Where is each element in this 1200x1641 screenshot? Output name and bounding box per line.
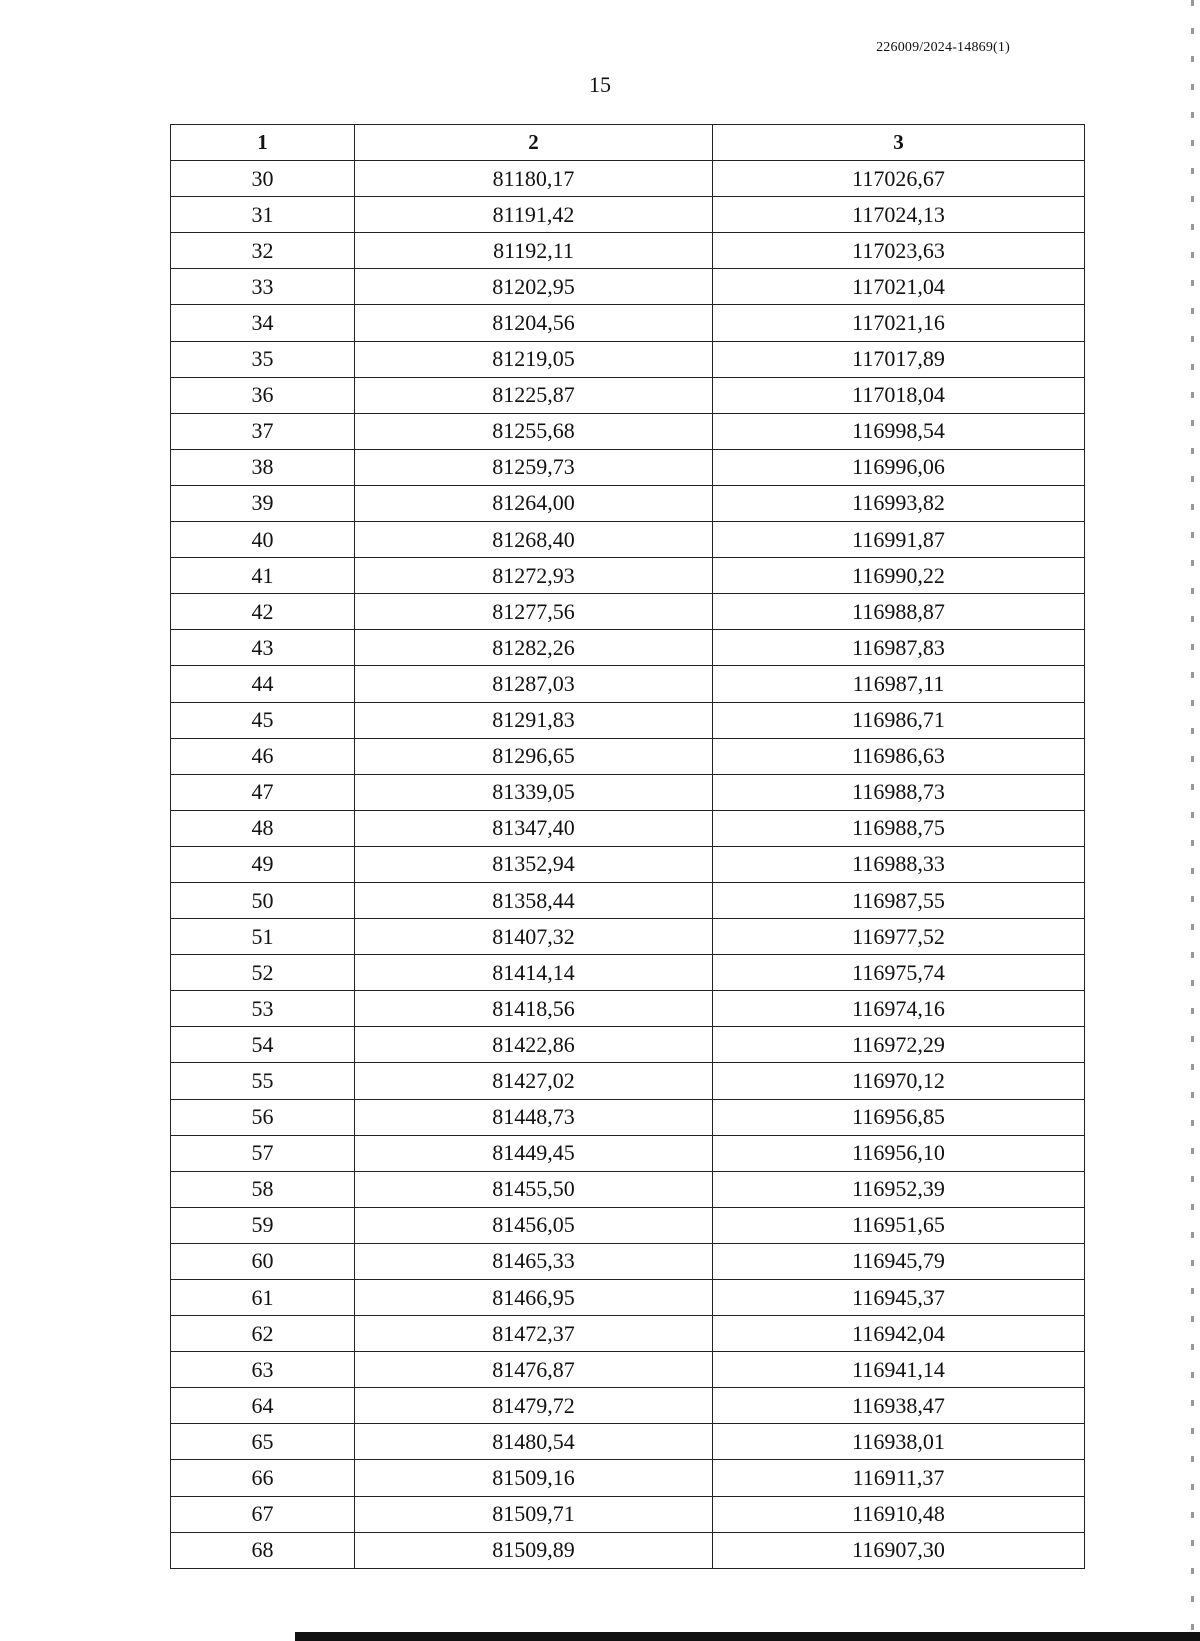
coordinate-x-cell: 81407,32 xyxy=(355,919,713,955)
point-number-cell: 58 xyxy=(171,1171,355,1207)
table-row xyxy=(171,485,1085,521)
table-row xyxy=(171,233,1085,269)
table-row xyxy=(171,341,1085,377)
coordinate-x-cell: 81479,72 xyxy=(355,1388,713,1424)
coordinate-x-cell: 81509,16 xyxy=(355,1460,713,1496)
coordinate-x-cell: 81282,26 xyxy=(355,630,713,666)
table-row xyxy=(171,1135,1085,1171)
coordinate-x-cell: 81414,14 xyxy=(355,955,713,991)
table-row xyxy=(171,269,1085,305)
table-row xyxy=(171,846,1085,882)
coordinate-y-cell: 116988,33 xyxy=(713,846,1085,882)
coordinate-x-cell: 81509,71 xyxy=(355,1496,713,1532)
table-header-row xyxy=(171,125,1085,161)
point-number-cell: 32 xyxy=(171,233,355,269)
table-row xyxy=(171,594,1085,630)
coordinate-y-cell: 116987,11 xyxy=(713,666,1085,702)
table-row xyxy=(171,1099,1085,1135)
table-row xyxy=(171,449,1085,485)
coordinate-x-cell: 81180,17 xyxy=(355,161,713,197)
point-number-cell: 40 xyxy=(171,522,355,558)
table-row xyxy=(171,1171,1085,1207)
scan-edge-marks xyxy=(1191,0,1194,1641)
coordinate-x-cell: 81449,45 xyxy=(355,1135,713,1171)
table-row xyxy=(171,919,1085,955)
coordinate-y-cell: 116988,73 xyxy=(713,774,1085,810)
point-number-cell: 66 xyxy=(171,1460,355,1496)
point-number-cell: 43 xyxy=(171,630,355,666)
coordinate-x-cell: 81272,93 xyxy=(355,558,713,594)
coordinate-y-cell: 117018,04 xyxy=(713,377,1085,413)
table-row xyxy=(171,161,1085,197)
table-row xyxy=(171,1496,1085,1532)
scan-bottom-bar xyxy=(295,1632,1200,1641)
coordinate-y-cell: 116988,87 xyxy=(713,594,1085,630)
table-body xyxy=(171,161,1085,1569)
coordinate-y-cell: 116998,54 xyxy=(713,413,1085,449)
coordinate-y-cell: 116941,14 xyxy=(713,1352,1085,1388)
point-number-cell: 38 xyxy=(171,449,355,485)
coordinate-y-cell: 116977,52 xyxy=(713,919,1085,955)
coordinate-y-cell: 116945,37 xyxy=(713,1280,1085,1316)
coordinate-y-cell: 116970,12 xyxy=(713,1063,1085,1099)
table-row xyxy=(171,1207,1085,1243)
coordinate-y-cell: 116996,06 xyxy=(713,449,1085,485)
table-row xyxy=(171,810,1085,846)
column-header-2: 2 xyxy=(355,125,713,161)
coordinate-y-cell: 116911,37 xyxy=(713,1460,1085,1496)
point-number-cell: 67 xyxy=(171,1496,355,1532)
coordinate-y-cell: 116990,22 xyxy=(713,558,1085,594)
point-number-cell: 53 xyxy=(171,991,355,1027)
coordinate-x-cell: 81192,11 xyxy=(355,233,713,269)
coordinate-x-cell: 81509,89 xyxy=(355,1532,713,1568)
point-number-cell: 55 xyxy=(171,1063,355,1099)
table-row xyxy=(171,1316,1085,1352)
point-number-cell: 63 xyxy=(171,1352,355,1388)
point-number-cell: 65 xyxy=(171,1424,355,1460)
point-number-cell: 52 xyxy=(171,955,355,991)
coordinates-table-container xyxy=(170,124,1084,1569)
point-number-cell: 62 xyxy=(171,1316,355,1352)
point-number-cell: 50 xyxy=(171,882,355,918)
point-number-cell: 47 xyxy=(171,774,355,810)
point-number-cell: 36 xyxy=(171,377,355,413)
coordinate-y-cell: 116956,85 xyxy=(713,1099,1085,1135)
table-row xyxy=(171,955,1085,991)
table-row xyxy=(171,702,1085,738)
point-number-cell: 57 xyxy=(171,1135,355,1171)
table-row xyxy=(171,630,1085,666)
coordinate-y-cell: 117021,16 xyxy=(713,305,1085,341)
table-row xyxy=(171,197,1085,233)
coordinate-y-cell: 116991,87 xyxy=(713,522,1085,558)
coordinate-x-cell: 81277,56 xyxy=(355,594,713,630)
coordinate-y-cell: 116938,47 xyxy=(713,1388,1085,1424)
coordinate-y-cell: 117026,67 xyxy=(713,161,1085,197)
point-number-cell: 61 xyxy=(171,1280,355,1316)
table-row xyxy=(171,1027,1085,1063)
coordinate-y-cell: 116993,82 xyxy=(713,485,1085,521)
point-number-cell: 39 xyxy=(171,485,355,521)
table-row xyxy=(171,991,1085,1027)
coordinate-x-cell: 81191,42 xyxy=(355,197,713,233)
coordinate-x-cell: 81225,87 xyxy=(355,377,713,413)
table-row xyxy=(171,1460,1085,1496)
coordinate-y-cell: 116942,04 xyxy=(713,1316,1085,1352)
document-number: 226009/2024-14869(1) xyxy=(876,40,1010,55)
point-number-cell: 56 xyxy=(171,1099,355,1135)
table-row xyxy=(171,738,1085,774)
table-row xyxy=(171,522,1085,558)
coordinate-x-cell: 81422,86 xyxy=(355,1027,713,1063)
coordinates-table xyxy=(170,124,1085,1569)
point-number-cell: 42 xyxy=(171,594,355,630)
coordinate-x-cell: 81352,94 xyxy=(355,846,713,882)
point-number-cell: 44 xyxy=(171,666,355,702)
point-number-cell: 64 xyxy=(171,1388,355,1424)
coordinate-x-cell: 81339,05 xyxy=(355,774,713,810)
point-number-cell: 45 xyxy=(171,702,355,738)
point-number-cell: 34 xyxy=(171,305,355,341)
coordinate-y-cell: 116987,83 xyxy=(713,630,1085,666)
coordinate-x-cell: 81347,40 xyxy=(355,810,713,846)
coordinate-y-cell: 116951,65 xyxy=(713,1207,1085,1243)
point-number-cell: 68 xyxy=(171,1532,355,1568)
coordinate-x-cell: 81287,03 xyxy=(355,666,713,702)
point-number-cell: 51 xyxy=(171,919,355,955)
coordinate-y-cell: 116987,55 xyxy=(713,882,1085,918)
coordinate-y-cell: 116986,71 xyxy=(713,702,1085,738)
table-row xyxy=(171,377,1085,413)
column-header-3: 3 xyxy=(713,125,1085,161)
point-number-cell: 37 xyxy=(171,413,355,449)
table-row xyxy=(171,774,1085,810)
coordinate-y-cell: 116975,74 xyxy=(713,955,1085,991)
coordinate-x-cell: 81456,05 xyxy=(355,1207,713,1243)
table-row xyxy=(171,1063,1085,1099)
coordinate-x-cell: 81259,73 xyxy=(355,449,713,485)
coordinate-x-cell: 81480,54 xyxy=(355,1424,713,1460)
coordinate-x-cell: 81268,40 xyxy=(355,522,713,558)
coordinate-x-cell: 81427,02 xyxy=(355,1063,713,1099)
coordinate-y-cell: 116956,10 xyxy=(713,1135,1085,1171)
table-row xyxy=(171,558,1085,594)
page-number: 15 xyxy=(589,72,611,97)
coordinate-y-cell: 117021,04 xyxy=(713,269,1085,305)
coordinate-x-cell: 81465,33 xyxy=(355,1243,713,1279)
table-row xyxy=(171,1424,1085,1460)
table-row xyxy=(171,1243,1085,1279)
point-number-cell: 54 xyxy=(171,1027,355,1063)
table-row xyxy=(171,1532,1085,1568)
coordinate-x-cell: 81455,50 xyxy=(355,1171,713,1207)
coordinate-y-cell: 116972,29 xyxy=(713,1027,1085,1063)
coordinate-y-cell: 116938,01 xyxy=(713,1424,1085,1460)
point-number-cell: 33 xyxy=(171,269,355,305)
coordinate-y-cell: 116945,79 xyxy=(713,1243,1085,1279)
point-number-cell: 49 xyxy=(171,846,355,882)
coordinate-x-cell: 81264,00 xyxy=(355,485,713,521)
point-number-cell: 30 xyxy=(171,161,355,197)
coordinate-y-cell: 117017,89 xyxy=(713,341,1085,377)
table-row xyxy=(171,882,1085,918)
point-number-cell: 60 xyxy=(171,1243,355,1279)
table-header xyxy=(171,125,1085,161)
coordinate-x-cell: 81219,05 xyxy=(355,341,713,377)
point-number-cell: 41 xyxy=(171,558,355,594)
table-row xyxy=(171,305,1085,341)
coordinate-x-cell: 81358,44 xyxy=(355,882,713,918)
coordinate-x-cell: 81291,83 xyxy=(355,702,713,738)
coordinate-y-cell: 116986,63 xyxy=(713,738,1085,774)
coordinate-x-cell: 81466,95 xyxy=(355,1280,713,1316)
table-row xyxy=(171,1352,1085,1388)
coordinate-x-cell: 81476,87 xyxy=(355,1352,713,1388)
table-row xyxy=(171,1388,1085,1424)
coordinate-y-cell: 116907,30 xyxy=(713,1532,1085,1568)
coordinate-x-cell: 81418,56 xyxy=(355,991,713,1027)
table-row xyxy=(171,1280,1085,1316)
coordinate-x-cell: 81255,68 xyxy=(355,413,713,449)
coordinate-x-cell: 81296,65 xyxy=(355,738,713,774)
table-row xyxy=(171,413,1085,449)
coordinate-x-cell: 81448,73 xyxy=(355,1099,713,1135)
point-number-cell: 48 xyxy=(171,810,355,846)
coordinate-y-cell: 116952,39 xyxy=(713,1171,1085,1207)
table-row xyxy=(171,666,1085,702)
coordinate-x-cell: 81202,95 xyxy=(355,269,713,305)
coordinate-y-cell: 116974,16 xyxy=(713,991,1085,1027)
point-number-cell: 59 xyxy=(171,1207,355,1243)
coordinate-y-cell: 116910,48 xyxy=(713,1496,1085,1532)
coordinate-y-cell: 117023,63 xyxy=(713,233,1085,269)
point-number-cell: 31 xyxy=(171,197,355,233)
column-header-1: 1 xyxy=(171,125,355,161)
coordinate-x-cell: 81204,56 xyxy=(355,305,713,341)
coordinate-x-cell: 81472,37 xyxy=(355,1316,713,1352)
coordinate-y-cell: 117024,13 xyxy=(713,197,1085,233)
point-number-cell: 35 xyxy=(171,341,355,377)
point-number-cell: 46 xyxy=(171,738,355,774)
coordinate-y-cell: 116988,75 xyxy=(713,810,1085,846)
